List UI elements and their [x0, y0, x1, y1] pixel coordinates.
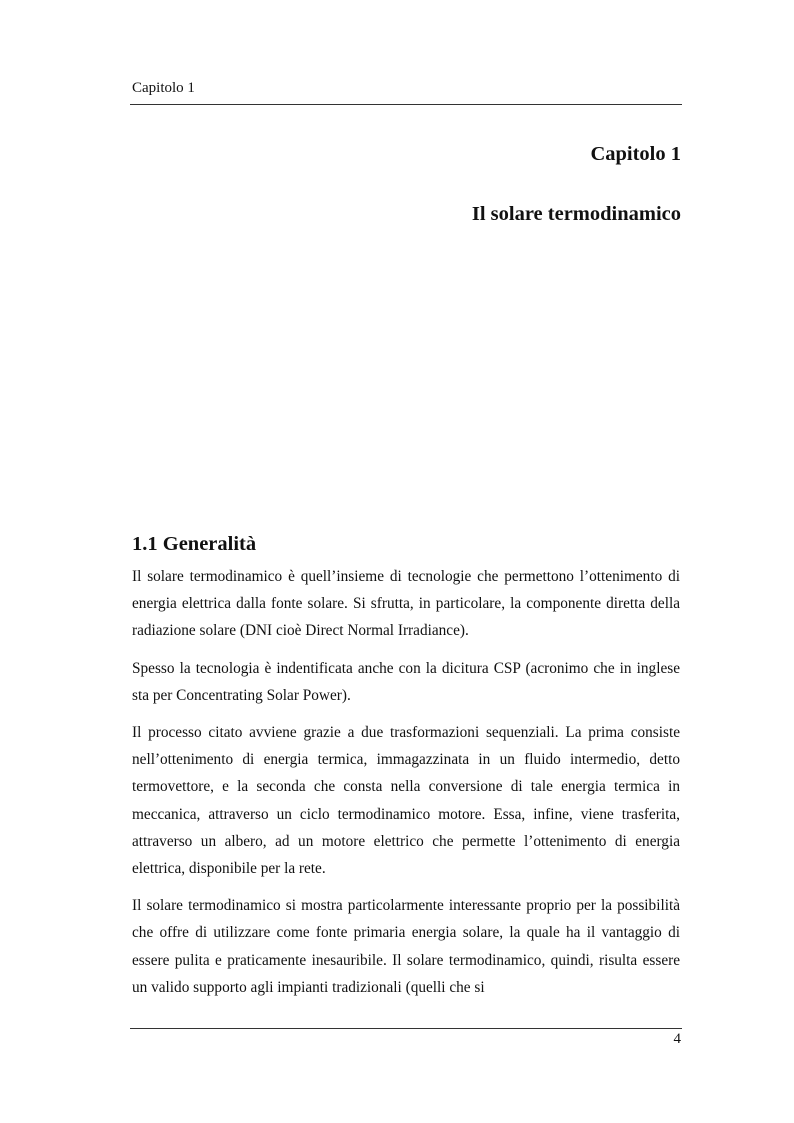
- header-rule: [130, 104, 682, 105]
- running-header: Capitolo 1: [132, 80, 195, 96]
- paragraph: Il solare termodinamico si mostra particolarmente interessante proprio per la possibilità che offre di utilizzare come fonte primaria energia solare, la quale ha il vantaggio di essere pulita e praticamente inesauribile. Il solare termodinamico, quindi, risulta essere un valido supporto agli impianti tradizionali (quelli che si: [132, 897, 680, 996]
- section-body: [132, 563, 680, 1011]
- footer-rule: [130, 1028, 682, 1029]
- chapter-title: Il solare termodinamico: [471, 203, 681, 225]
- chapter-label: Capitolo 1: [590, 143, 681, 165]
- section-heading: 1.1 Generalità: [132, 533, 257, 555]
- page-number: 4: [673, 1031, 681, 1047]
- paragraph: Il solare termodinamico è quell’insieme di tecnologie che permettono l’ottenimento di energia elettrica dalla fonte solare. Si sfrutta, in particolare, la componente diretta della radiazione solare (DNI cioè Direct Normal Irradiance).: [132, 568, 680, 640]
- paragraph: Il processo citato avviene grazie a due trasformazioni sequenziali. La prima consiste nell’ottenimento di energia termica, immagazzinata in un fluido intermedio, detto termovettore, e la seconda che consta nella conversione di tale energia termica in meccanica, attraverso un ciclo termodinamico motore. Essa, infine, viene trasferita, attraverso un albero, ad un motore elettrico che permette l’ottenimento di energia elettrica, disponibile per la rete.: [132, 724, 680, 878]
- paragraph: Spesso la tecnologia è indentificata anche con la dicitura CSP (acronimo che in inglese sta per Concentrating Solar Power).: [132, 659, 680, 704]
